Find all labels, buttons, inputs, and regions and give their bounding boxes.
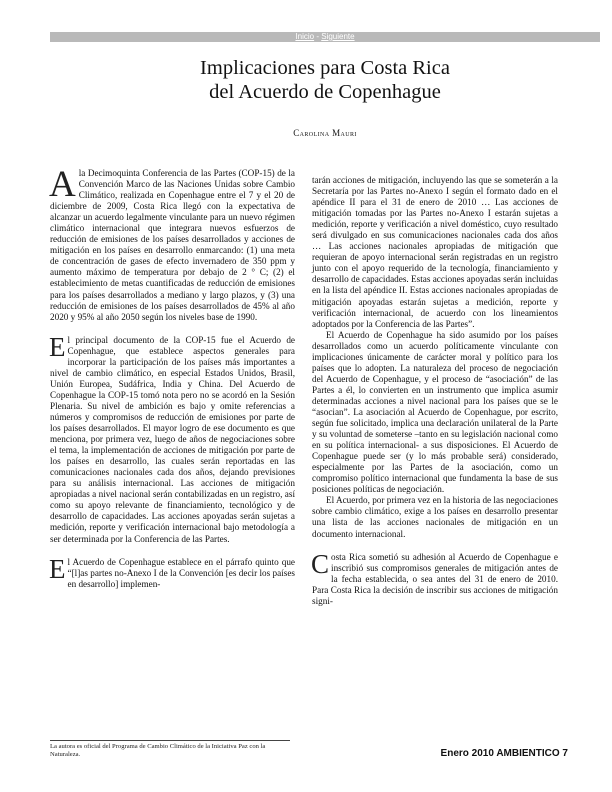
- footnote: La autora es oficial del Programa de Cambio Climático de la Iniciativa Paz con la Naturaleza.: [50, 743, 266, 758]
- drop-cap: A: [49, 164, 76, 205]
- drop-cap: E: [49, 553, 66, 584]
- paragraph-first-time: El Acuerdo, por primera vez en la historia de las negociaciones sobre cambio climático, exige a los países en desarrollo presentar una lista de las acciones nacionales de mitigación en un documento internacional.: [312, 495, 558, 539]
- nav-link-siguiente[interactable]: Siguiente: [321, 32, 355, 41]
- article-title-line-1: Implicaciones para Costa Rica: [200, 57, 450, 79]
- paragraph-text: l Acuerdo de Copenhague establece en el párrafo quinto que “[l]as partes no-Anexo I de la Convención [es decir los países en desarrollo] implemen-: [67, 556, 295, 589]
- paragraph-text: l principal documento de la COP-15 fue el Acuerdo de Copenhague, que establece aspectos generales para incorporar la participación de los países más importantes a nivel de cambio climático, en especial Estados Unidos, Brasil, Unión Europea, Sudáfrica, India y China. Del Acuerdo de Copenhague la COP-15 tomó nota pero no se acordó en la Sesión Plenaria. Su nivel de ambición es bajo y omite referencias a números y compromisos de reducción de emisiones por parte de los países desarrollados. El mayor logro de ese documento es que menciona, por primera vez, luego de años de negociaciones sobre el tema, la implementación de acciones de mitigación por parte de los países en desarrollo, las cuales serán reportadas en las comunicaciones nacionales cada dos años, dejando previsiones para su análisis internacional. Las acciones de mitigación apropiadas a nivel nacional serán contabilizadas en un registro, así como su apoyo relevante de financiamiento, tecnológico y de desarrollo de capacidades. Las acciones apoyadas serán sujetas a medición, reporte y verificación internacional bajo metodología a ser determinada por la Conferencia de las Partes.: [50, 334, 295, 544]
- paragraph-text: la Decimoquinta Conferencia de las Partes (COP-15) de la Convención Marco de las Naciones Unidas sobre Cambio Climático, realizada en Copenhague entre el 7 y el 20 de diciembre de 2009, Costa Rica llegó con la expectativa de alcanzar un acuerdo legalmente vinculante para un nuevo régimen climático internacional que integrara nuevos esfuerzos de reducción de emisiones de los países desarrollados y acciones de mitigación en los países en desarrollo enmarcando: (1) una meta de concentración de gases de efecto invernadero de 350 ppm y aumento máximo de temperatura por debajo de 2 ° C; (2) el establecimiento de metas cuantificadas de reducción de emisiones para los países desarrollados a mediano y largo plazos, y (3) una reducción de emisiones de los países desarrollados de 45% al año 2020 y 95% al año 2050 según los niveles base de 1990.: [50, 168, 295, 322]
- page-footer: Enero 2010 AMBIENTICO 7: [440, 748, 568, 759]
- paragraph-costa-rica: [311, 548, 558, 607]
- article-title-line-2: del Acuerdo de Copenhague: [209, 81, 441, 103]
- article-title: [50, 56, 600, 104]
- left-column: [49, 164, 295, 590]
- paragraph-intro: [49, 164, 295, 323]
- drop-cap: E: [49, 331, 66, 362]
- paragraph-fifth-clause: [49, 553, 295, 590]
- paragraph-quote-continuation: tarán acciones de mitigación, incluyendo las que se someterán a la Secretaría por las Partes no-Anexo I según el formato dado en el apéndice II para el 31 de enero de 2010 … Las acciones de mitigación tomadas por las Partes no-Anexo I estarán sujetas a medición, reporte y verificación a nivel doméstico, cuyo resultado será divulgado en sus comunicaciones nacionales cada dos años … Las acciones nacionales apropiadas de mitigación que requieran de apoyo internacional serán registradas en un registro junto con el apoyo requerido de la tecnología, financiamiento y desarrollo de capacidades. Estas acciones apoyadas serán incluidas en la lista del apéndice II. Estas acciones nacionales apropiadas de mitigación apoyadas estarán sujetas a medición, reporte y verificación internacional, de acuerdo con los lineamientos adoptados por la Conferencia de las Partes”.: [312, 175, 558, 329]
- navigation-bar: [50, 32, 600, 42]
- author-byline: Carolina Mauri: [293, 128, 357, 138]
- footnote-divider: [50, 740, 290, 741]
- right-column: [312, 175, 558, 607]
- paragraph-text: osta Rica sometió su adhesión al Acuerdo de Copenhague e inscribió sus compromisos generales de mitigación antes de la fecha establecida, o sea antes del 31 de enero de 2010. Para Costa Rica la decisión de inscribir sus acciones de mitigación signi-: [312, 551, 558, 606]
- paragraph-cop15-document: [49, 331, 295, 545]
- nav-link-inicio[interactable]: Inicio: [295, 32, 315, 41]
- nav-separator: -: [314, 32, 322, 41]
- paragraph-developed-countries: El Acuerdo de Copenhague ha sido asumido por los países desarrollados como un acuerdo políticamente vinculante con implicaciones únicamente de carácter moral y político para los países que lo adopten. La naturaleza del proceso de negociación del Acuerdo de Copenhague, y el proceso de “asociación” de las Partes a él, lo convierten en un instrumento que implica asumir determinadas acciones a nivel nacional para los países que se le “asocian”. La asociación al Acuerdo de Copenhague, por escrito, según fue solicitado, implica una declaración unilateral de la Parte y su voluntad de someterse –tanto en su legislación nacional como en su política internacional- a sus disposiciones. El Acuerdo de Copenhague puede ser (y lo más probable será) considerado, especialmente por las Partes de la asociación, como un compromiso político internacional que fundamenta la base de sus posiciones políticas de negociación.: [312, 329, 558, 495]
- drop-cap: C: [311, 548, 330, 579]
